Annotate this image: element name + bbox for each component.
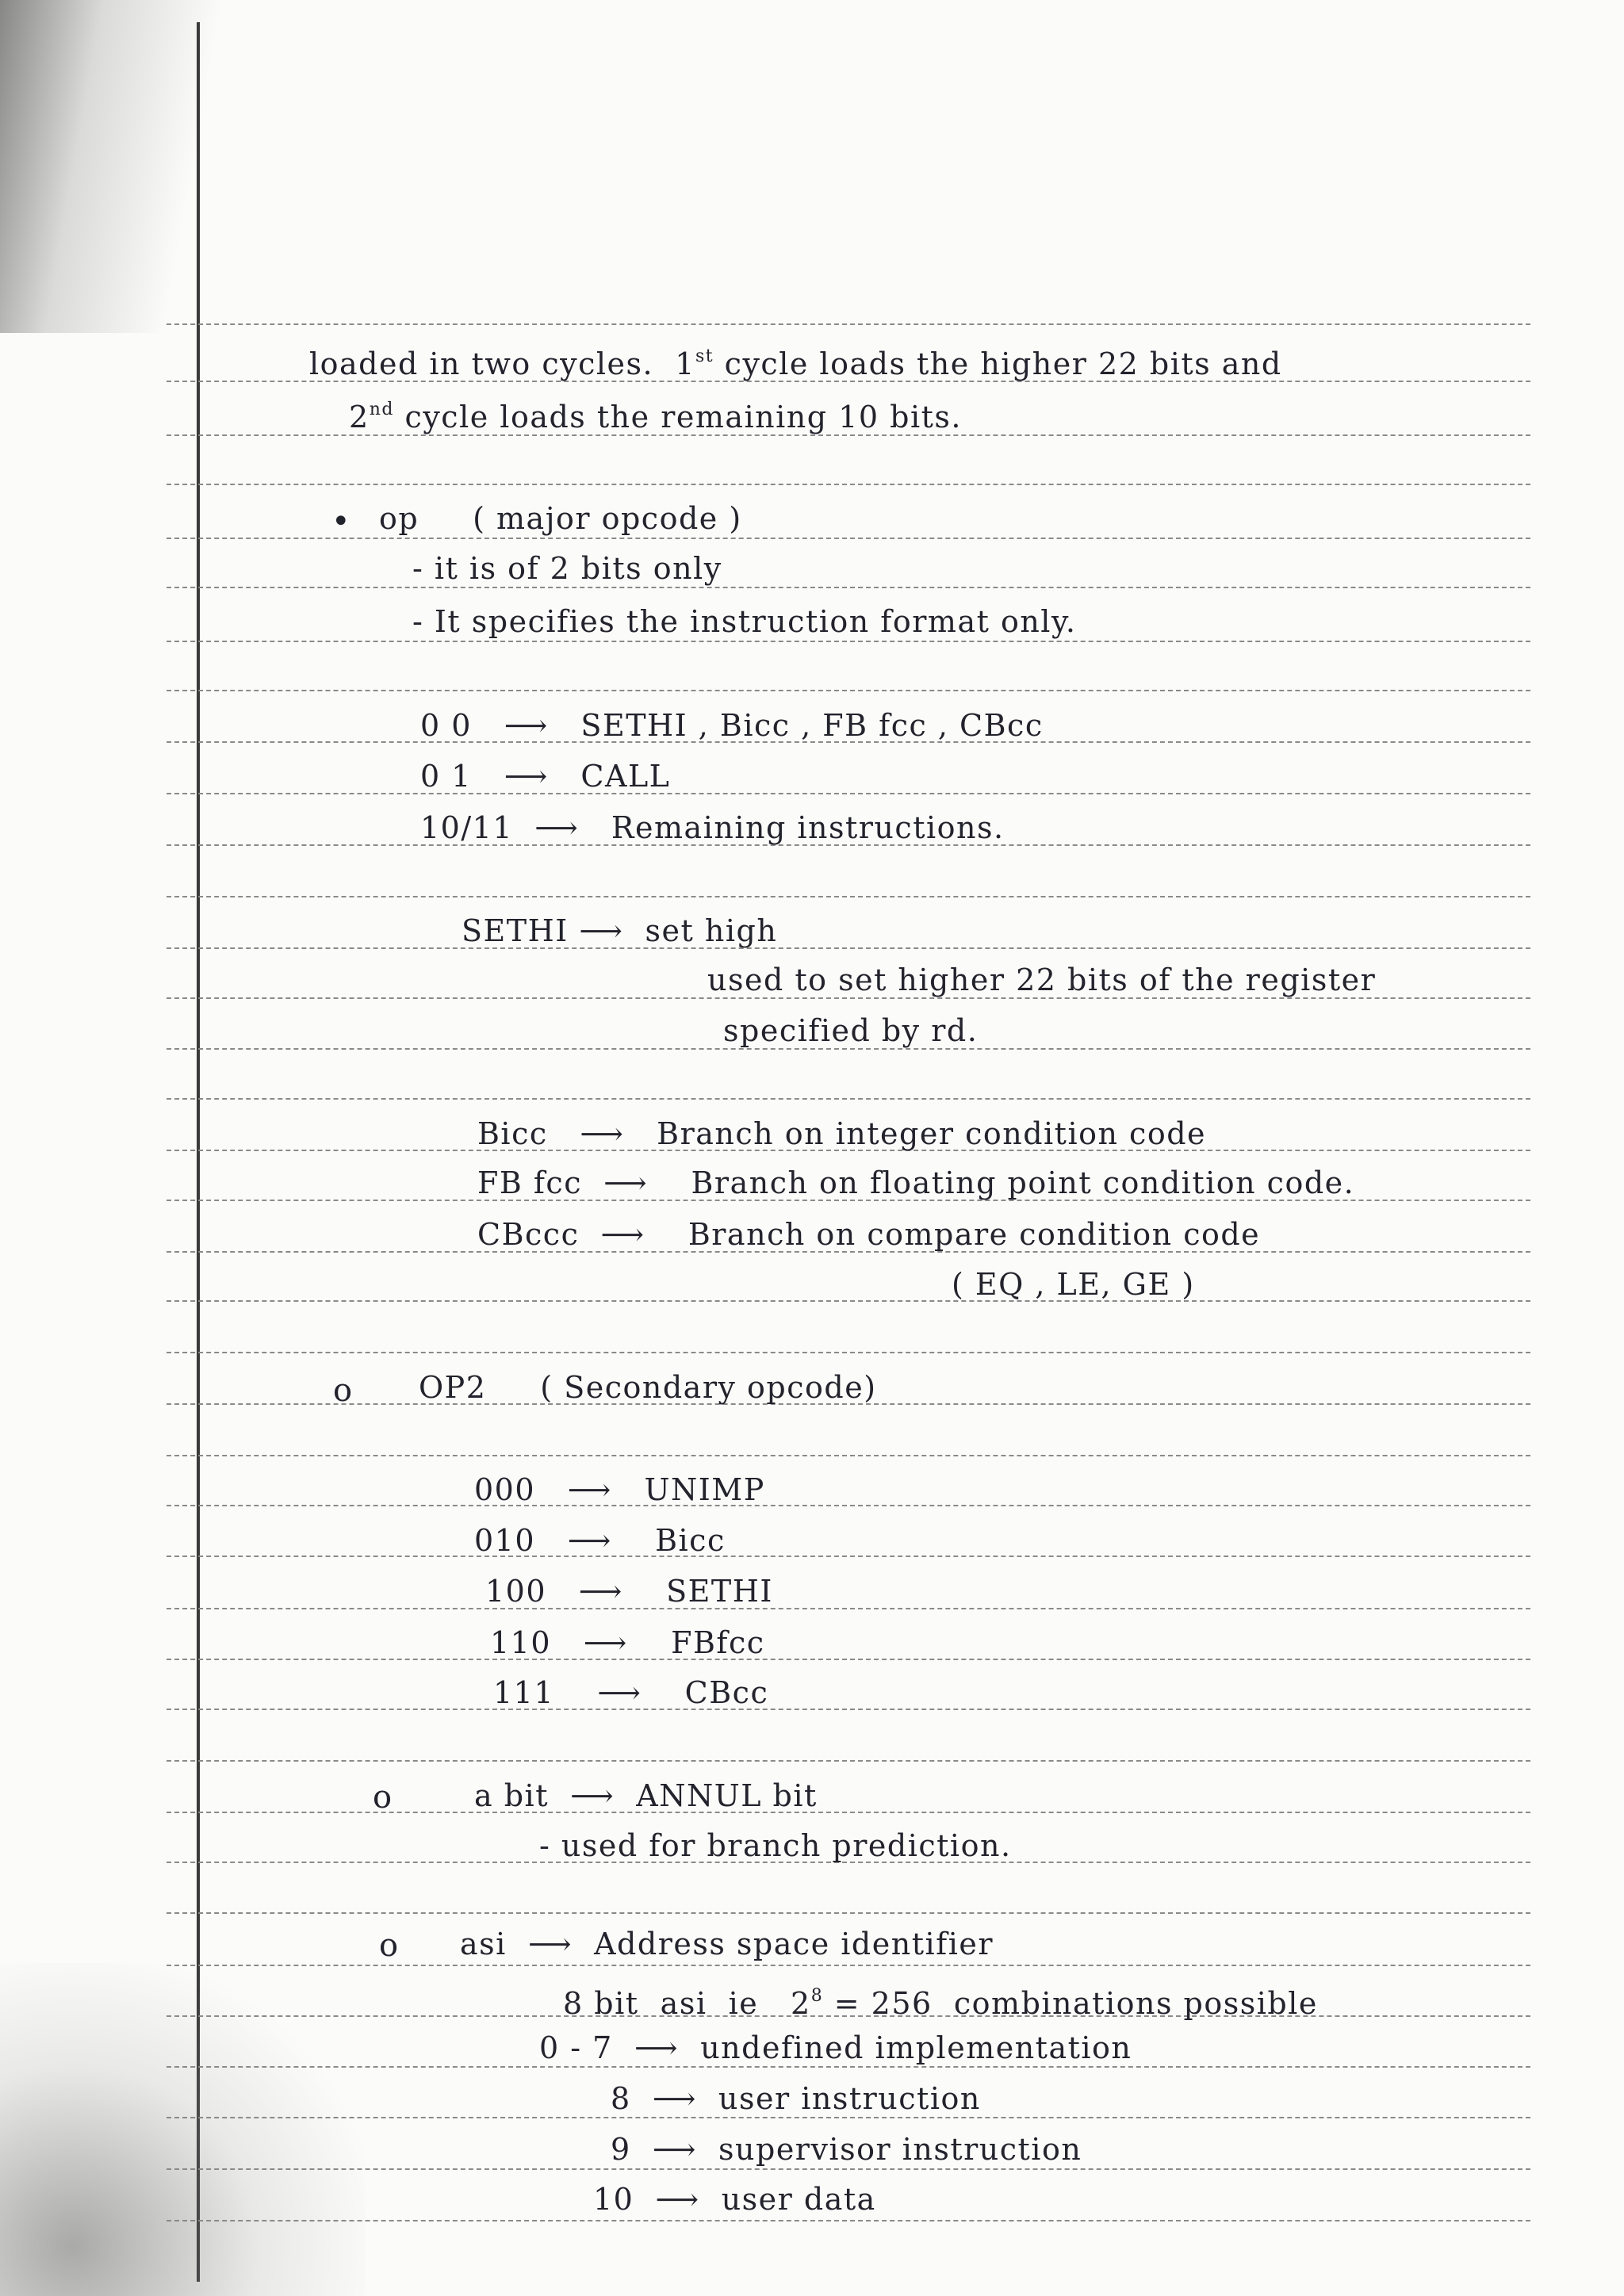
op2-bullet: o [333, 1372, 353, 1409]
op-point-2: - It specifies the instruction format only. [412, 604, 1077, 639]
op2-code-row-4: 110 ⟶ FBfcc [490, 1625, 765, 1660]
asi-bits-line: 8 bit asi ie $2^8 = 256$ combinations possible [563, 1986, 1318, 2021]
sethi-term: SETHI ⟶ set high [462, 913, 778, 948]
asi-bullet: o [379, 1927, 399, 1964]
op-heading: op ( major opcode ) [379, 501, 742, 536]
asi-code-row-3: 9 ⟶ supervisor instruction [611, 2132, 1082, 2167]
asi-code-row-2: 8 ⟶ user instruction [611, 2081, 981, 2116]
op-code-row-2: 0 1 ⟶ CALL [420, 759, 671, 794]
sethi-desc-1: used to set higher 22 bits of the register [707, 962, 1377, 997]
intro-line-1: loaded in two cycles. 1st cycle loads the higher 22 bits and [309, 346, 1282, 381]
op2-code-row-3: 100 ⟶ SETHI [485, 1574, 773, 1609]
asi-code-row-1: 0 - 7 ⟶ undefined implementation [539, 2030, 1132, 2065]
op-point-1: - it is of 2 bits only [412, 551, 722, 586]
branch-row-2: FB fcc ⟶ Branch on floating point condition code. [477, 1165, 1355, 1200]
abit-heading: a bit ⟶ ANNUL bit [474, 1778, 818, 1813]
branch-note: ( EQ , LE, GE ) [952, 1267, 1195, 1302]
sethi-desc-2: specified by rd. [723, 1013, 979, 1048]
abit-bullet: o [373, 1779, 393, 1816]
op2-heading: OP2 ( Secondary opcode) [419, 1370, 877, 1405]
scan-shadow [0, 0, 238, 333]
branch-row-1: Bicc ⟶ Branch on integer condition code [477, 1116, 1207, 1151]
margin-line [197, 22, 200, 2282]
scan-smudge [0, 1963, 365, 2296]
intro-line-2: 2nd cycle loads the remaining 10 bits. [349, 400, 962, 434]
asi-heading: asi ⟶ Address space identifier [460, 1927, 994, 1961]
op2-code-row-5: 111 ⟶ CBcc [493, 1675, 769, 1710]
op2-code-row-1: 000 ⟶ UNIMP [474, 1472, 765, 1507]
op-bullet: • [331, 503, 350, 540]
op2-code-row-2: 010 ⟶ Bicc [474, 1523, 726, 1558]
op-code-row-3: 10/11 ⟶ Remaining instructions. [420, 810, 1005, 845]
op-code-row-1: 0 0 ⟶ SETHI , Bicc , FB fcc , CBcc [420, 708, 1044, 743]
abit-desc: - used for branch prediction. [539, 1828, 1012, 1863]
asi-code-row-4: 10 ⟶ user data [593, 2182, 876, 2217]
branch-row-3: CBccc ⟶ Branch on compare condition code [477, 1217, 1261, 1252]
